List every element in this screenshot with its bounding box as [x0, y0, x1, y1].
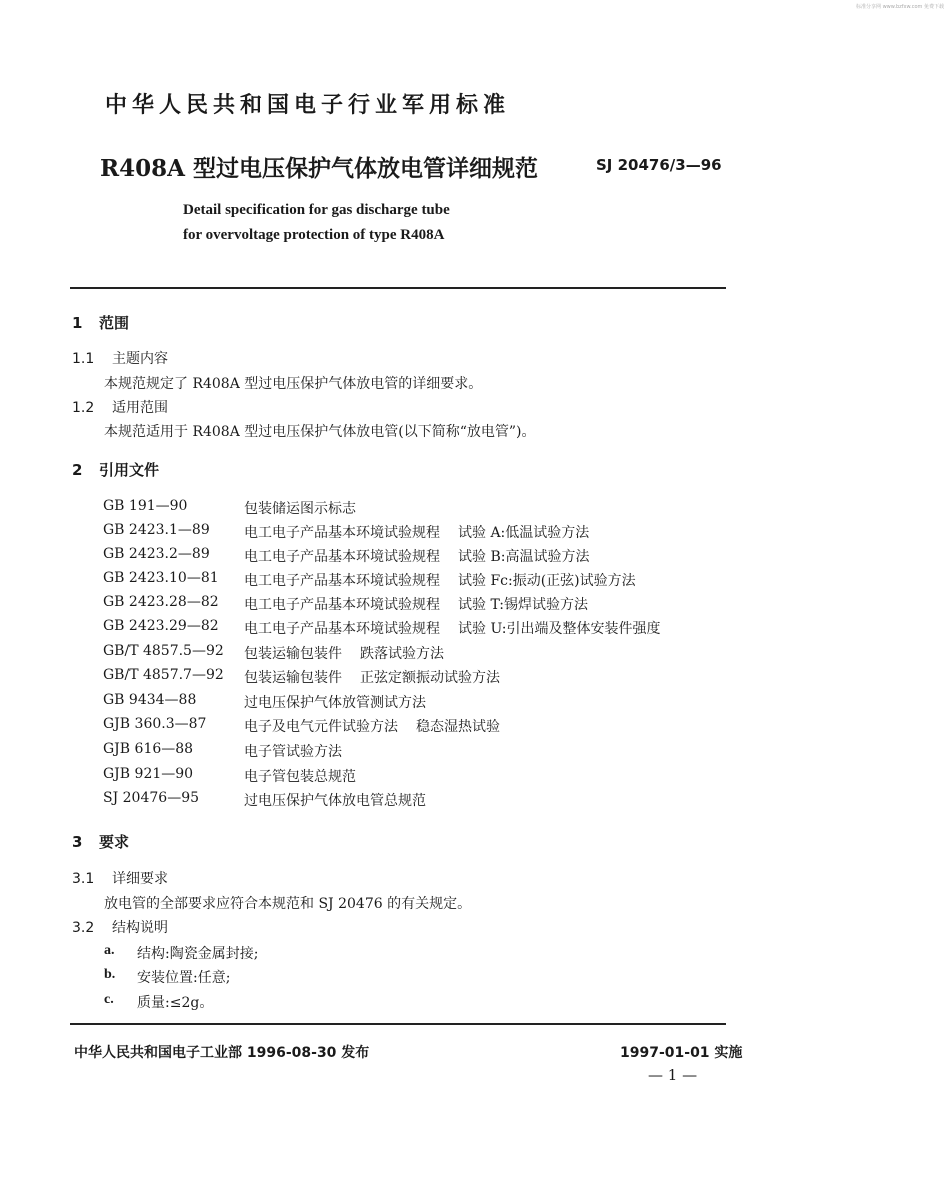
reference-title: 电子管试验方法 [244, 744, 342, 760]
section-2-heading [72, 459, 159, 480]
reference-title: 包装运输包装件 正弦定额振动试验方法 [244, 670, 500, 686]
section-title: 引用文件 [99, 461, 160, 479]
section-3-heading [72, 831, 129, 852]
section-number: 3 [72, 833, 83, 851]
list-item-text: 安装位置:任意; [137, 970, 231, 986]
reference-code: SJ 20476—95 [103, 790, 200, 806]
reference-title: 过电压保护气体放管测试方法 [244, 695, 426, 711]
bottom-divider [70, 1023, 726, 1025]
page-number: — 1 — [648, 1066, 698, 1084]
reference-title: 电工电子产品基本环境试验规程 试验 U:引出端及整体安装件强度 [244, 621, 661, 637]
section-title: 结构说明 [112, 920, 168, 936]
list-marker: a. [104, 943, 115, 958]
reference-code: GB 2423.10—81 [103, 570, 219, 586]
english-title-line1: Detail specification for gas discharge tube [183, 202, 450, 218]
watermark: 标准分享网 www.bzfxw.com 免费下载 [856, 4, 944, 10]
reference-title: 电工电子产品基本环境试验规程 试验 T:锡焊试验方法 [244, 597, 589, 613]
section-title: 要求 [99, 833, 130, 851]
section-number: 1 [72, 314, 83, 332]
reference-title: 包装储运图示标志 [244, 501, 356, 517]
reference-code: GB 2423.2—89 [103, 546, 210, 562]
section-1-2-heading [72, 397, 168, 417]
reference-code: GB/T 4857.5—92 [103, 643, 224, 659]
list-item-text: 质量:≤2g。 [137, 995, 214, 1011]
section-3-1-text: 放电管的全部要求应符合本规范和 SJ 20476 的有关规定。 [104, 896, 472, 912]
reference-code: GB/T 4857.7—92 [103, 667, 224, 683]
list-marker: c. [104, 992, 114, 1007]
section-number: 1.2 [72, 400, 95, 416]
english-title-line2: for overvoltage protection of type R408A [183, 227, 445, 243]
section-number: 2 [72, 461, 83, 479]
reference-title: 电子管包装总规范 [244, 769, 356, 785]
reference-title: 电工电子产品基本环境试验规程 试验 Fc:振动(正弦)试验方法 [244, 573, 636, 589]
section-title: 主题内容 [112, 351, 168, 367]
reference-title: 电子及电气元件试验方法 稳态湿热试验 [244, 719, 500, 735]
section-title: 范围 [99, 314, 130, 332]
section-1-2-text: 本规范适用于 R408A 型过电压保护气体放电管(以下简称“放电管”)。 [104, 424, 536, 440]
section-1-1-text: 本规范规定了 R408A 型过电压保护气体放电管的详细要求。 [104, 376, 483, 392]
section-3-2-heading [72, 917, 168, 937]
reference-code: GB 191—90 [103, 498, 188, 514]
section-1-1-heading [72, 348, 168, 368]
section-title: 适用范围 [112, 400, 168, 416]
organization-heading: 中华人民共和国电子行业军用标准 [105, 93, 511, 118]
issued-by: 中华人民共和国电子工业部 1996-08-30 发布 [74, 1045, 370, 1061]
list-item-text: 结构:陶瓷金属封接; [137, 946, 259, 962]
reference-code: GJB 360.3—87 [103, 716, 207, 732]
section-number: 1.1 [72, 351, 95, 367]
top-divider [70, 287, 726, 289]
document-title: R408A 型过电压保护气体放电管详细规范 [100, 155, 538, 182]
reference-code: GB 2423.28—82 [103, 594, 219, 610]
section-number: 3.2 [72, 920, 95, 936]
reference-code: GJB 921—90 [103, 766, 194, 782]
reference-title: 过电压保护气体放电管总规范 [244, 793, 426, 809]
reference-code: GB 2423.1—89 [103, 522, 210, 538]
effective-date: 1997-01-01 实施 [620, 1045, 743, 1061]
standard-number: SJ 20476/3—96 [596, 156, 722, 174]
section-3-1-heading [72, 868, 168, 888]
reference-code: GB 2423.29—82 [103, 618, 219, 634]
section-title: 详细要求 [112, 871, 168, 887]
reference-title: 电工电子产品基本环境试验规程 试验 B:高温试验方法 [244, 549, 590, 565]
list-marker: b. [104, 967, 116, 982]
reference-code: GJB 616—88 [103, 741, 194, 757]
reference-title: 包装运输包装件 跌落试验方法 [244, 646, 444, 662]
section-1-heading [72, 312, 129, 333]
reference-code: GB 9434—88 [103, 692, 197, 708]
section-number: 3.1 [72, 871, 95, 887]
reference-title: 电工电子产品基本环境试验规程 试验 A:低温试验方法 [244, 525, 590, 541]
